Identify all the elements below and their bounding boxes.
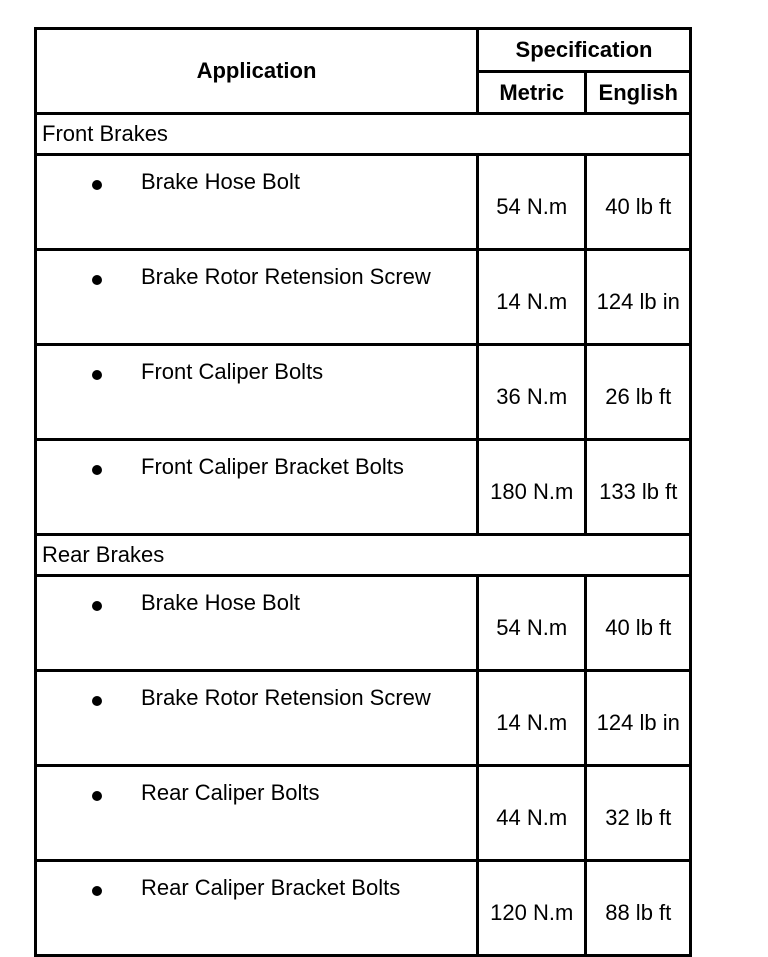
application-cell bbox=[36, 440, 478, 535]
item-label: Brake Hose Bolt bbox=[141, 169, 300, 194]
torque-spec-table bbox=[34, 27, 692, 957]
bullet-icon bbox=[92, 886, 102, 896]
bullet-icon bbox=[92, 180, 102, 190]
bullet-icon bbox=[92, 370, 102, 380]
item-label: Rear Caliper Bolts bbox=[141, 780, 320, 805]
english-value: 40 lb ft bbox=[586, 155, 691, 250]
metric-value: 54 N.m bbox=[478, 155, 586, 250]
english-header: English bbox=[586, 72, 691, 114]
english-value: 124 lb in bbox=[586, 250, 691, 345]
bullet-icon bbox=[92, 275, 102, 285]
metric-value: 54 N.m bbox=[478, 576, 586, 671]
application-cell bbox=[36, 766, 478, 861]
application-cell bbox=[36, 671, 478, 766]
metric-value: 180 N.m bbox=[478, 440, 586, 535]
item-label: Rear Caliper Bracket Bolts bbox=[141, 875, 401, 900]
table-row bbox=[36, 576, 691, 671]
metric-value: 120 N.m bbox=[478, 861, 586, 956]
item-label: Brake Hose Bolt bbox=[141, 590, 300, 615]
application-cell bbox=[36, 155, 478, 250]
table-row bbox=[36, 250, 691, 345]
section-title: Rear Brakes bbox=[36, 535, 691, 576]
metric-value: 44 N.m bbox=[478, 766, 586, 861]
specification-header: Specification bbox=[478, 29, 691, 72]
metric-value: 14 N.m bbox=[478, 671, 586, 766]
table-row bbox=[36, 440, 691, 535]
english-value: 133 lb ft bbox=[586, 440, 691, 535]
item-label: Brake Rotor Retension Screw bbox=[141, 264, 431, 289]
item-label: Front Caliper Bolts bbox=[141, 359, 324, 384]
bullet-icon bbox=[92, 696, 102, 706]
application-cell bbox=[36, 861, 478, 956]
metric-value: 36 N.m bbox=[478, 345, 586, 440]
english-value: 26 lb ft bbox=[586, 345, 691, 440]
table-row bbox=[36, 345, 691, 440]
table-row bbox=[36, 671, 691, 766]
table-header bbox=[36, 29, 691, 114]
table-row bbox=[36, 766, 691, 861]
english-value: 124 lb in bbox=[586, 671, 691, 766]
metric-value: 14 N.m bbox=[478, 250, 586, 345]
application-cell bbox=[36, 345, 478, 440]
bullet-icon bbox=[92, 791, 102, 801]
table-body bbox=[36, 114, 691, 956]
table-row bbox=[36, 155, 691, 250]
bullet-icon bbox=[92, 465, 102, 475]
item-label: Brake Rotor Retension Screw bbox=[141, 685, 431, 710]
section-row-front-brakes bbox=[36, 114, 691, 155]
english-value: 88 lb ft bbox=[586, 861, 691, 956]
english-value: 32 lb ft bbox=[586, 766, 691, 861]
table-row bbox=[36, 861, 691, 956]
bullet-icon bbox=[92, 601, 102, 611]
english-value: 40 lb ft bbox=[586, 576, 691, 671]
metric-header: Metric bbox=[478, 72, 586, 114]
section-row-rear-brakes bbox=[36, 535, 691, 576]
item-label: Front Caliper Bracket Bolts bbox=[141, 454, 404, 479]
application-header: Application bbox=[36, 29, 478, 114]
section-title: Front Brakes bbox=[36, 114, 691, 155]
application-cell bbox=[36, 250, 478, 345]
application-cell bbox=[36, 576, 478, 671]
